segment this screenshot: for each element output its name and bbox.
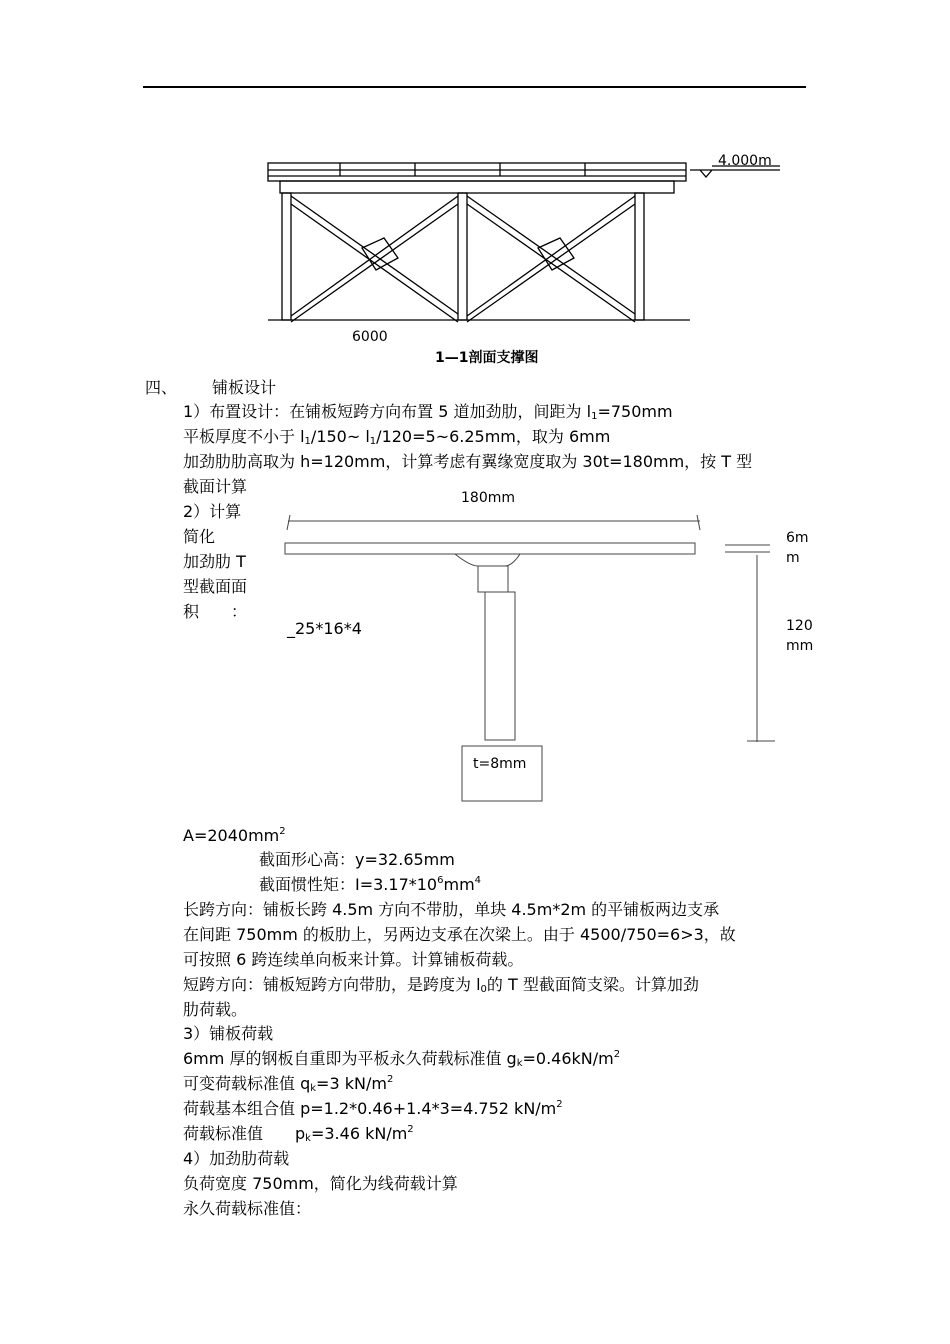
elevation-label: 4.000m bbox=[718, 153, 772, 169]
span-label: 6000 bbox=[352, 329, 388, 345]
paragraph-rib-line2: 截面计算 bbox=[183, 477, 248, 496]
paragraph-thickness: 平板厚度不小于 $l_1/150\sim$ $l_1/120=5\sim 6.25mm$，取为 6mm bbox=[183, 427, 611, 447]
section-number: 四、 bbox=[145, 378, 178, 397]
side-text-1: 2）计算 bbox=[183, 502, 242, 521]
rib-load-line1: 负荷宽度 750mm，简化为线荷载计算 bbox=[183, 1174, 458, 1193]
side-text-3: 加劲肋 T bbox=[183, 552, 246, 571]
centroid-result: 截面形心高：y=32.65mm bbox=[259, 850, 455, 869]
plate-dead-load: 6mm 厚的钢板自重即为平板永久荷载标准值 $g_k=0.46kN/m^2$ bbox=[183, 1049, 621, 1069]
plate-live-load: 可变荷载标准值 $q_k=3$ $kN/m^2$ bbox=[183, 1074, 394, 1094]
web-thickness-label: t=8mm bbox=[473, 756, 527, 772]
plate-load-heading: 3）铺板荷载 bbox=[183, 1024, 274, 1043]
rib-load-line2: 永久荷载标准值： bbox=[183, 1199, 312, 1218]
short-span-line2: 肋荷载。 bbox=[183, 1000, 248, 1019]
short-span-line1: 短跨方向：铺板短跨方向带肋，是跨度为 $l_0$的 T 型截面简支梁。计算加劲 bbox=[183, 975, 699, 995]
paragraph-layout: 1）布置设计：在铺板短跨方向布置 5 道加劲肋，间距为 $l_1=750mm$ bbox=[183, 402, 673, 422]
figure-caption: 1—1剖面支撑图 bbox=[435, 350, 539, 366]
section-title: 铺板设计 bbox=[212, 378, 277, 397]
web-height-label-a: 120 bbox=[786, 618, 813, 634]
inertia-result: 截面惯性矩：$I=3.17*10^6mm^4$ bbox=[259, 875, 482, 894]
flange-thickness-label-a: 6m bbox=[786, 530, 809, 546]
plate-standard-load: 荷载标准值 $p_k=3.46$ $kN/m^2$ bbox=[183, 1124, 414, 1144]
long-span-line3: 可按照 6 跨连续单向板来计算。计算铺板荷载。 bbox=[183, 950, 524, 969]
side-text-2: 简化 bbox=[183, 527, 216, 546]
flange-thickness-label-b: m bbox=[786, 550, 800, 566]
long-span-line2: 在间距 750mm 的板肋上，另两边支承在次梁上。由于 4500/750=6>3，故 bbox=[183, 925, 736, 944]
long-span-line1: 长跨方向：铺板长跨 4.5m 方向不带肋，单块 4.5m*2m 的平铺板两边支承 bbox=[183, 900, 720, 919]
side-text-4: 型截面面 bbox=[183, 577, 248, 596]
plate-combo-load: 荷载基本组合值 p=1.2*0.46+1.4*3=4.752 $kN/m^2$ bbox=[183, 1099, 563, 1118]
web-height-label-b: mm bbox=[786, 638, 814, 654]
flange-width-label: 180mm bbox=[461, 490, 515, 506]
side-text-5: 积 ： bbox=[183, 602, 248, 621]
area-note: _25*16*4 bbox=[287, 619, 362, 638]
area-result: $A=2040mm^2$ bbox=[183, 826, 286, 845]
rib-load-heading: 4）加劲肋荷载 bbox=[183, 1149, 290, 1168]
paragraph-rib-line1: 加劲肋肋高取为 h=120mm，计算考虑有翼缘宽度取为 30t=180mm，按 T 型 bbox=[183, 452, 753, 471]
